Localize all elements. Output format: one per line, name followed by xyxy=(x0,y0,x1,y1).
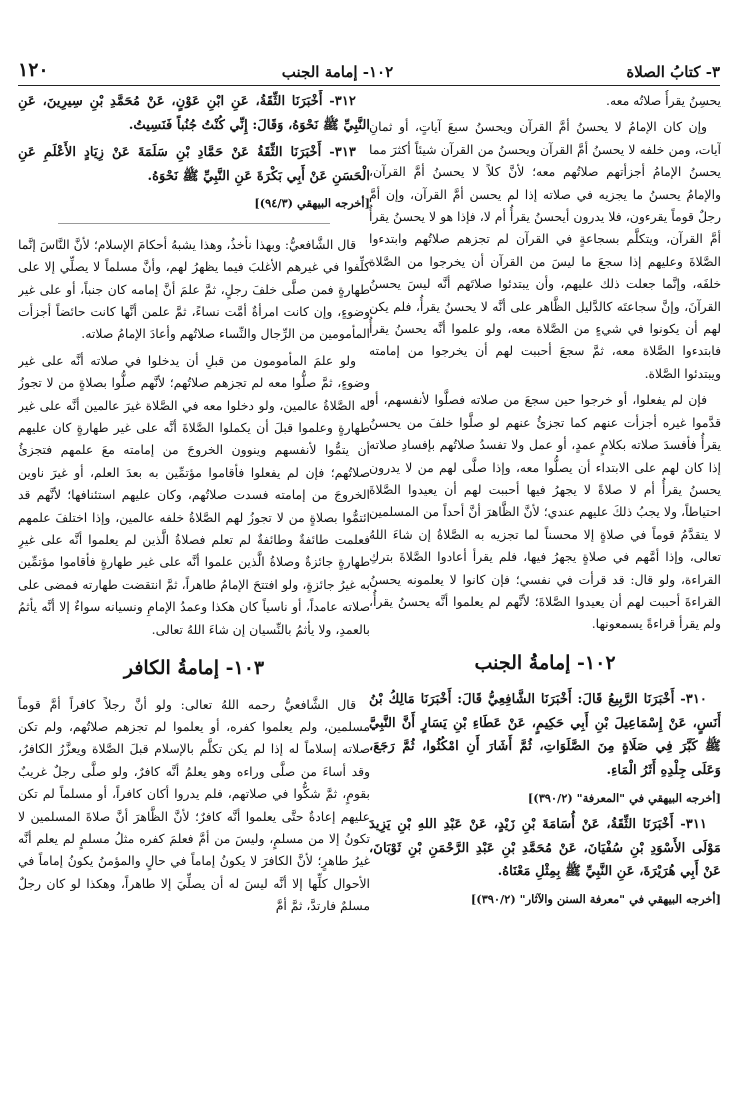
paragraph: ولو علمَ المأمومون من قبلِ أن يدخلوا في صلاته أنَّه على غير وضوءٍ، ثمَّ صلُّوا معه لم تجزهم صلاتُهم؛ لأنَّهم صلُّوا بصلاةٍ من لا تجوزُ له الصَّلاةُ عالمين، ولو دخلوا معه في الصَّلاة غيرَ عالمين أنَّه على غير طهارةٍ وعلموا قبلَ أن يكملوا الصَّلاةَ أنَّه على غير طهارةٍ كان عليهم أن يتمُّوا لأنفسهم وينوون الخروجَ من إمامته معَ علمهم فتجزئُ صلاتُهم؛ فإن لم يفعلوا فأقاموا مؤتمِّين به بعدَ العلم، أو غيرَ ناوين الخروجَ من إمامته فسدت صلاتُهم، وكان عليهم استئنافها؛ لأنَّهم قد ائتمُّوا بصلاةٍ من لا تجوزُ لهم الصَّلاةُ خلفه عالمين، وإذا اختلفَ علمهم فعلمت طائفةٌ وطائفةٌ لم تعلم فصلاةُ الَّذين لم يعلموا أنَّه على غيرِ طهارةٍ جائزةٌ وصلاةُ الَّذين علموا أنَّه على غير طهارةٍ فأقاموا مؤتمِّين به غيرُ جائزةٍ، ولو افتتحَ الإمامُ طاهراً، ثمَّ انتقضت طهارته فمضى على صلاته عامداً، أو ناسياً كان هكذا وعمدُ الإمامِ ونسيانه سواءٌ إلا أنَّه يأثمُ بالعمدِ، ولا يأثمُ بالنِّسيان إن شاءَ اللهُ تعالى. xyxy=(18,352,370,637)
hadith-311: ٣١١- أَخْبَرَنَا الثِّقَةُ، عَنْ أُسَامَةَ بْنِ زَيْدٍ، عَنْ عَبْدِ اللهِ بْنِ يَزِيدَ مَوْلَى الأَسْوَدِ بْنِ سُفْيَانَ، عَنْ مُحَمَّدِ بْنِ عَبْدِ الرَّحْمَنِ بْنِ ثَوْبَانَ، عَنْ أَبِي هُرَيْرَةَ، عَنِ النَّبِيِّ ﷺ بِمِثْلِ مَعْنَاهُ. xyxy=(369,816,721,880)
hadith-310: ٣١٠- أَخْبَرَنَا الرَّبِيعُ قَالَ: أَخْبَرَنَا الشَّافِعِيُّ قَالَ: أَخْبَرَنَا مَالِكُ بْنُ أَنَسٍ، عَنْ إِسْمَاعِيلَ بْنِ أَبِي حَكِيمٍ، عَنْ عَطَاءِ بْنِ يَسَارٍ أَنَّ النَّبِيَّ ﷺ كَبَّرَ فِي صَلَاةٍ مِنَ الصَّلَوَاتِ، ثُمَّ أَشَارَ أَنِ امْكُثُوا، ثُمَّ رَجَعَ، وَعَلَى جِلْدِهِ أَثَرُ الْمَاءِ. xyxy=(369,692,721,778)
hadith-reference: [أخرجه البيهقي في "المعرفة" (٣٩٠/٢)] xyxy=(527,790,721,805)
hadith-reference: [أخرجه البيهقي (٩٤/٣)] xyxy=(254,196,370,211)
right-column xyxy=(369,90,721,1100)
paragraph: قال الشَّافعيُّ: وبهذا نأخذُ، وهذا يشبهُ أحكامَ الإسلام؛ لأنَّ النَّاسَ إنَّما كلِّفوا في غيرهم الأغلبَ فيما يظهرُ لهم، وأنَّ مسلماً لا يصلِّي إلا على طهارةٍ فمن صلَّى خلفَ رجلٍ، ثمَّ علمَ أنَّ إمامه كان جنباً، أو على غير وضوءٍ، وإن كانت امرأةٌ أمَّت نساءً، ثمَّ علمن أنَّها كانت حائضاً أجزأت المأمومين من الرِّجال والنِّساء صلاتُهم وأعادَ الإمامُ صلاته. xyxy=(18,236,370,342)
section-heading: ١٠٢- إمامةُ الجنب xyxy=(474,651,616,674)
paragraph: فإن لم يفعلوا، أو خرجوا حين سجعَ من صلاته فصلَّوا لأنفسهم، أو قدَّموا غيره أجزأت عنهم كما تجزئُ عنهم لو صلَّوا خلفَ من يحسنُ يقرأُ فأفسدَ صلاته بكلامٍ عمدٍ، أو عمل ولا تفسدُ صلاتُهم بإفسادِ صلاته إذا كان لهم على الابتداء أن يصلُّوا معه، وإذا صلَّى لهم من لا يدرون يحسنُ يقرأُ أم لا صلاةً لا يجهرُ فيها أحببت لهم أن يعيدوا الصَّلاةَ احتياطاً، ولا يجبُ ذلكَ عليهم عندي؛ لأنَّ الظَّاهرَ أنَّ أحداً من المسلمين لا يتقدَّمُ قوماً في صلاةٍ إلا محسناً لما تجزيه به الصَّلاةُ إن شاءَ اللهُ تعالى، وإذا أمَّهم في صلاةٍ يجهرُ فيها، فلم يقرأ أعادوا الصَّلاةَ بتركِ القراءة، ولو قال: قد قرأت في نفسي؛ فإن كانوا لا يعلمونه يحسنُ القراءةَ أحببت لهم أن يعيدوا الصَّلاةَ؛ لأنَّهم لم يعلموا أنَّه يحسنُ يقرأُ، ولم يقرأ قراءةً يسمعونها. xyxy=(369,392,721,632)
section-heading: ١٠٣- إمامةُ الكافر xyxy=(123,657,265,680)
page-number: ١٢٠ xyxy=(18,59,49,81)
hadith-reference: [أخرجه البيهقي في "معرفة السنن والآثار" (٣٩٠/٢)] xyxy=(470,891,721,906)
hadith-313: ٣١٣- أَخْبَرَنَا الثِّقَةُ عَنْ حَمَّادِ بْنِ سَلَمَةَ عَنْ زِيَادٍ الأَعْلَمِ عَنِ الْحَسَنِ عَنْ أَبِي بَكْرَةَ عَنِ النَّبِيِّ ﷺ نَحْوَهُ. xyxy=(18,145,370,184)
divider xyxy=(58,223,330,224)
hadith-312: ٣١٢- أَخْبَرَنَا الثِّقَةُ، عَنِ ابْنِ عَوْنٍ، عَنْ مُحَمَّدِ بْنِ سِيرِينَ، عَنِ النَّبِيِّ ﷺ نَحْوَهُ، وَقَالَ: إِنِّي كُنْتُ جُنُباً فَنَسِيتُ. xyxy=(18,94,370,133)
paragraph: قال الشَّافعيُّ رحمه اللهُ تعالى: ولو أنَّ رجلاً كافراً أمَّ قوماً مسلمين، ولم يعلموا كفره، أو يعلموا لم تجزهم صلاتُهم، ولم تكن صلاته إسلاماً له إذا لم يكن تكلَّم بالإسلام قبلَ الصَّلاة ويعزَّرُ الكافرُ، وقد أساءَ من صلَّى وراءه وهو يعلمُ أنَّه كافرٌ، ولو صلَّى رجلٌ غريبٌ بقومٍ، ثمَّ شكُّوا في صلاتهم، فلم يدروا أكان كافراً، أو مسلماً لم تكن عليهم إعادةٌ حتَّى يعلموا أنَّه كافرٌ؛ لأنَّ الظَّاهرَ أنَّ صلاةَ المسلمين لا تكونُ إلا من مسلمٍ، وليسَ من أمَّ فعلمَ كفره مثلُ مسلمٍ لم يعلم أنَّه غيرُ طاهرٍ؛ لأنَّ الكافرَ لا يكونُ إماماً في حالٍ والمؤمنُ يكونُ إماماً في الأحوال كلِّها إلا أنَّه ليسَ له أن يصلِّيَ إلا طاهراً، وهكذا لو كان رجلٌ مسلمٌ فارتدَّ، ثمَّ أمَّ xyxy=(18,696,370,914)
page-header xyxy=(18,56,720,86)
left-column xyxy=(18,90,370,1100)
chapter-title: ٣- كتابُ الصلاة xyxy=(626,63,720,81)
paragraph: وإن كان الإمامُ لا يحسنُ أمَّ القرآن ويحسنُ سبعَ آياتٍ، أو ثمانِ آيات، ومن خلفه لا يحسنُ أمَّ القرآن ويحسنُ من القرآن شيئاً أكثرَ مما يحسنُ الإمامُ أجزأتهم صلاتُهم معه؛ لأنَّ كلاً لا يحسنُ أمَّ القرآن، والإمامُ يحسنُ ما يجزيه في صلاته إذا لم يحسن أمَّ القرآن، وإن أمَّ رجلٌ قوماً يقرءون، فلا يدرون أيحسنُ يقرأُ أم لا، فإذا هو لا يحسنُ يقرأُ أمَّ القرآن، ويتكلَّم بسجاعةٍ في القرآن لم تجزهم صلاتُهم وابتدءوا الصَّلاةَ وعليهم إذا سجعَ ما ليسَ من القرآن أن يخرجوا من الصَّلاة خلفَه، وإنَّما جعلت ذلك عليهم، وأن يبتدئوا صلاتَهم أنَّه ليسَ يحسنُ القرآنَ، وإنَّ سجاعتَه كالدَّليل الظَّاهر على أنَّه لا يحسنُ يقرأُ، فلم يكن لهم أن يكونوا في شيءٍ من الصَّلاة معه، ولو علموا أنَّه يحسنُ يقرأُ فابتدءوا الصَّلاة معه، ثمَّ سجعَ أحببت لهم أن يخرجوا من إمامته ويبتدئوا الصَّلاة. xyxy=(369,119,721,381)
paragraph: يحسِنُ يقرأُ صلاتُه معه. xyxy=(606,93,721,108)
section-running-title: ١٠٢- إمامة الجنب xyxy=(281,63,394,81)
